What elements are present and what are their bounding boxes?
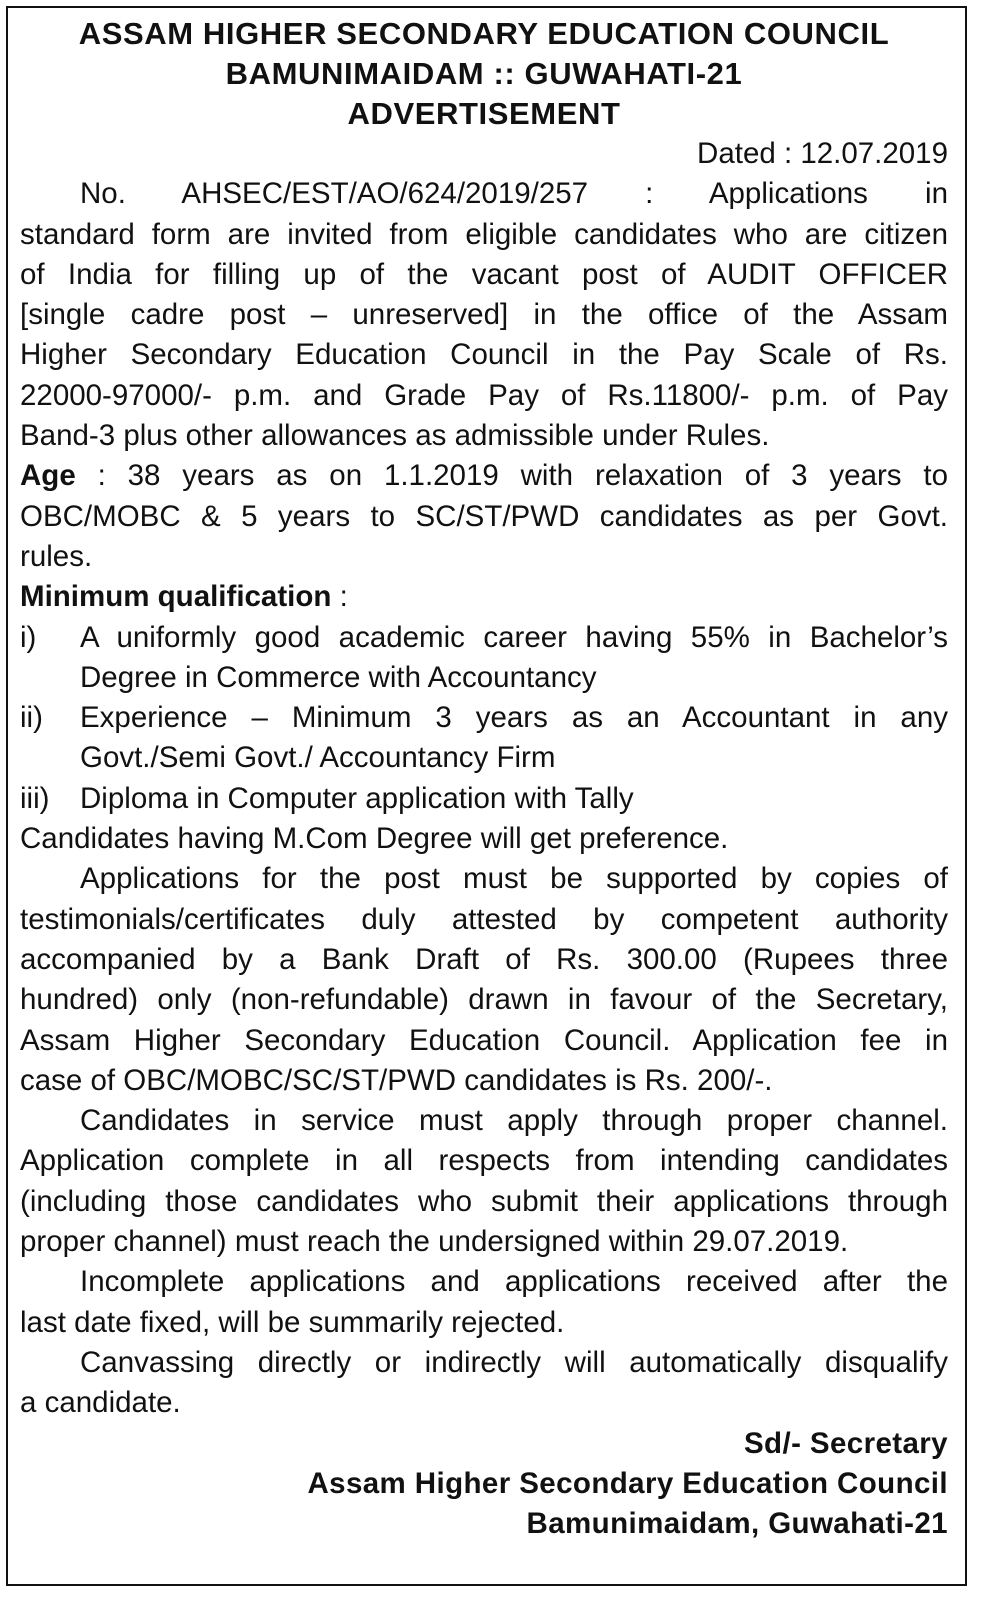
text-line: standard form are invited from eligible candidates who are citizen (20, 217, 948, 251)
org-address: BAMUNIMAIDAM :: GUWAHATI-21 (225, 56, 743, 91)
text-line: Assam Higher Secondary Education Council. Application fee in (20, 1023, 948, 1057)
service-paragraph (20, 1101, 948, 1262)
text-line: A uniformly good academic career having 55% in Bachelor’s (80, 620, 948, 654)
item-text (80, 698, 948, 779)
text-line: last date fixed, will be summarily rejected. (20, 1305, 565, 1339)
text-line: Experience – Minimum 3 years as an Accountant in any (80, 701, 948, 735)
age-paragraph (20, 456, 948, 577)
text-line: (including those candidates who submit their applications through (20, 1184, 948, 1218)
text-line: Govt./Semi Govt./ Accountancy Firm (80, 741, 556, 775)
text-line: of India for filling up of the vacant post of AUDIT OFFICER (20, 257, 948, 291)
signature-line: Bamunimaidam, Guwahati-21 (526, 1507, 948, 1541)
signature-block (20, 1424, 948, 1545)
signature-line: Sd/- Secretary (743, 1426, 948, 1460)
text-line: Candidates in service must apply through proper channel. (80, 1104, 948, 1138)
item-text (80, 779, 948, 819)
advertisement (20, 14, 948, 1544)
text-line: Diploma in Computer application with Tally (80, 781, 634, 815)
qualification-label: Minimum qualification (20, 580, 332, 614)
item-text (80, 618, 948, 699)
incomplete-paragraph (20, 1262, 948, 1343)
age-text: : 38 years as on 1.1.2019 with relaxation of 3 years to (75, 459, 948, 493)
item-number: iii) (20, 781, 50, 815)
age-label: Age (20, 459, 76, 493)
text-line: Application complete in all respects from intending candidates (20, 1144, 948, 1178)
text-line: [single cadre post – unreserved] in the office of the Assam (20, 298, 948, 332)
date-line: Dated : 12.07.2019 (697, 137, 948, 170)
text-line: 22000-97000/- p.m. and Grade Pay of Rs.11800/- p.m. of Pay (20, 378, 948, 412)
text-line: Higher Secondary Education Council in the Pay Scale of Rs. (20, 338, 948, 372)
org-name: ASSAM HIGHER SECONDARY EDUCATION COUNCIL (78, 16, 890, 51)
signature-line: Assam Higher Secondary Education Council (307, 1466, 948, 1500)
text-line: Incomplete applications and applications received after the (80, 1265, 948, 1299)
qualification-heading (20, 577, 948, 617)
text-line: Canvassing directly or indirectly will automatically disqualify (80, 1345, 948, 1379)
text-line: hundred) only (non-refundable) drawn in favour of the Secretary, (20, 983, 948, 1017)
item-number: i) (20, 620, 37, 654)
text-line (20, 456, 948, 496)
item-number: ii) (20, 701, 43, 735)
text-line: accompanied by a Bank Draft of Rs. 300.00 (Rupees three (20, 942, 948, 976)
text-line: OBC/MOBC & 5 years to SC/ST/PWD candidates as per Govt. (20, 499, 948, 533)
fee-paragraph (20, 859, 948, 1101)
qualification-item (20, 618, 948, 699)
text-line: Band-3 plus other allowances as admissible under Rules. (20, 419, 770, 453)
text-line: Degree in Commerce with Accountancy (80, 660, 597, 694)
text-line: Applications for the post must be supported by copies of (80, 862, 948, 896)
qualification-section (20, 577, 948, 859)
text-line: rules. (20, 539, 93, 573)
text-line: case of OBC/MOBC/SC/ST/PWD candidates is Rs. 200/-. (20, 1063, 773, 1097)
text-line: proper channel) must reach the undersigned within 29.07.2019. (20, 1225, 849, 1259)
advertisement-title: ADVERTISEMENT (347, 96, 621, 131)
qualification-suffix: : (331, 580, 348, 614)
preference-line: Candidates having M.Com Degree will get preference. (20, 822, 729, 856)
text-line: No. AHSEC/EST/AO/624/2019/257 : Applications in (80, 177, 948, 211)
text-line: a candidate. (20, 1386, 181, 1420)
canvassing-paragraph (20, 1343, 948, 1424)
qualification-item (20, 779, 948, 819)
text-line: testimonials/certificates duly attested by competent authority (20, 902, 948, 936)
qualification-item (20, 698, 948, 779)
intro-paragraph (20, 174, 948, 456)
